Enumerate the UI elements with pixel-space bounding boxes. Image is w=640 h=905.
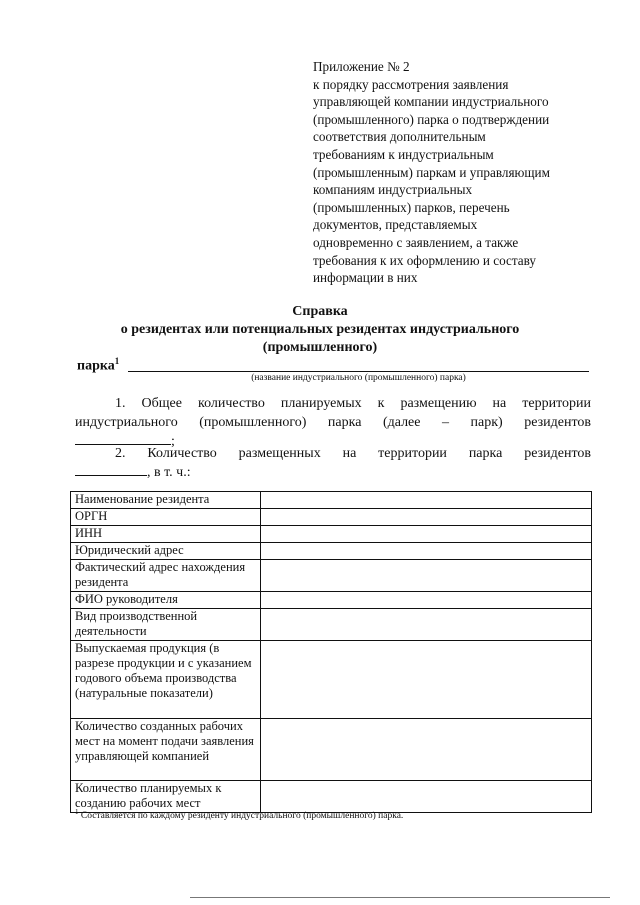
footnote-mark: 1 (75, 808, 79, 816)
table-row (71, 543, 592, 560)
table-row (71, 492, 592, 509)
page-edge-line (190, 897, 610, 898)
appendix-line: Приложение № 2 (313, 59, 410, 74)
appendix-line: документов, представляемых (313, 217, 478, 233)
table-row (71, 719, 592, 781)
appendix-line: требованиям к индустриальным (313, 146, 494, 162)
park-name-caption: (название индустриального (промышленного) парка) (251, 373, 466, 383)
title-line-2: (промышленного) (262, 340, 378, 355)
row-label: ОРГН (71, 509, 261, 526)
row-label: Выпускаемая продукция (в разрезе продукции и с указанием годового объема производства (натуральные показатели) (71, 641, 261, 719)
table-row (71, 526, 592, 543)
table-row (71, 609, 592, 641)
footnote (75, 808, 403, 821)
title-line-1: о резидентах или потенциальных резидентах индустриального (120, 322, 520, 337)
placed-residents-count-field[interactable] (75, 463, 147, 476)
paragraph-2-end: , в т. ч.: (147, 465, 191, 480)
row-label: Количество созданных рабочих мест на момент подачи заявления управляющей компанией (71, 719, 261, 781)
paragraph-1-number: 1. (115, 396, 126, 411)
appendix-header (313, 58, 593, 287)
residents-table (70, 491, 592, 813)
appendix-line: требования к их оформлению и составу (313, 252, 537, 268)
row-label: Вид производственной деятельности (71, 609, 261, 641)
appendix-line: (промышленным) паркам и управляющим (313, 164, 550, 180)
row-value-cell[interactable] (260, 509, 591, 526)
appendix-line: к порядку рассмотрения заявления (313, 76, 509, 92)
appendix-line: компаниям индустриальных (313, 182, 473, 198)
footnote-ref: 1 (114, 356, 120, 366)
paragraph-1-line-2: индустриального (промышленного) парка (далее – парк) резидентов (75, 415, 591, 430)
row-label: ФИО руководителя (71, 592, 261, 609)
paragraph-1-line-1: Общее количество планируемых к размещению на территории (141, 396, 592, 411)
paragraph-2-number: 2. (115, 446, 126, 461)
row-label: Наименование резидента (71, 492, 261, 509)
row-label: Юридический адрес (71, 543, 261, 560)
park-label: парка (77, 358, 115, 374)
row-label: Фактический адрес нахождения резидента (71, 560, 261, 592)
appendix-line: управляющей компании индустриального (313, 94, 549, 110)
appendix-line: (промышленного) парка о подтверждении (313, 111, 550, 127)
table-row (71, 641, 592, 719)
paragraph-2-line-1: Количество размещенных на территории парка резидентов (147, 446, 591, 461)
appendix-line: соответствия дополнительным (313, 129, 486, 145)
row-value-cell[interactable] (260, 592, 591, 609)
row-value-cell[interactable] (260, 609, 591, 641)
park-name-field[interactable] (128, 371, 589, 372)
row-label: Количество планируемых к созданию рабочих мест (71, 781, 261, 813)
paragraph-1 (75, 394, 591, 451)
appendix-line: информации в них (313, 270, 418, 286)
paragraph-1-end: ; (171, 434, 175, 449)
row-value-cell[interactable] (260, 526, 591, 543)
paragraph-2 (75, 444, 591, 482)
table-row (71, 509, 592, 526)
appendix-line: (промышленных) парков, перечень (313, 199, 510, 215)
appendix-line: одновременно с заявлением, а также (313, 234, 519, 250)
title-heading: Справка (292, 304, 348, 319)
row-label: ИНН (71, 526, 261, 543)
row-value-cell[interactable] (260, 543, 591, 560)
row-value-cell[interactable] (260, 641, 591, 719)
footnote-text: Составляется по каждому резиденту индустриального (промышленного) парка. (80, 811, 404, 822)
park-label-row (77, 356, 119, 375)
table-row (71, 560, 592, 592)
row-value-cell[interactable] (260, 560, 591, 592)
row-value-cell[interactable] (260, 719, 591, 781)
table-row (71, 592, 592, 609)
document-title (40, 303, 600, 357)
row-value-cell[interactable] (260, 492, 591, 509)
